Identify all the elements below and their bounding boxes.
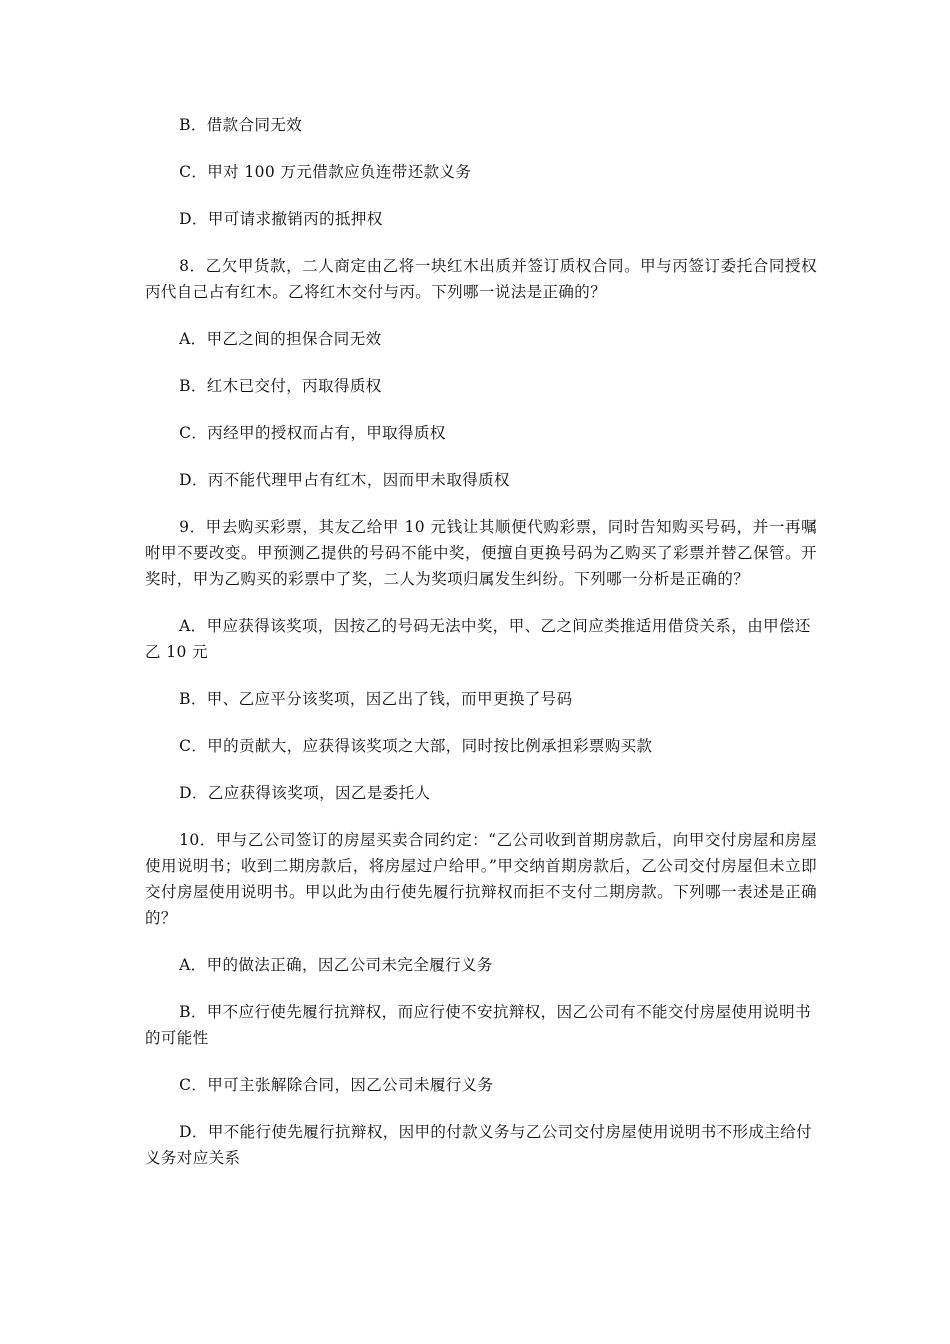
- q8-option-a: A．甲乙之间的担保合同无效: [179, 330, 382, 348]
- q8-option-d: D．丙不能代理甲占有红木，因而甲未取得质权: [179, 471, 510, 489]
- q7-option-b: B．借款合同无效: [179, 116, 303, 134]
- q10-option-d: D．甲不能行使先履行抗辩权，因甲的付款义务与乙公司交付房屋使用说明书不形成主给付义务对应关系: [145, 1123, 813, 1167]
- q8-stem: 8．乙欠甲货款，二人商定由乙将一块红木出质并签订质权合同。甲与丙签订委托合同授权丙代自己占有红木。乙将红木交付与丙。下列哪一说法是正确的？: [145, 257, 817, 301]
- q10-stem: 10．甲与乙公司签订的房屋买卖合同约定：“乙公司收到首期房款后，向甲交付房屋和房屋使用说明书；收到二期房款后，将房屋过户给甲。”甲交纳首期房款后，乙公司交付房屋但未立即交付房屋使用说明书。甲以此为由行使先履行抗辩权而拒不支付二期房款。下列哪一表述是正确的？: [145, 831, 817, 927]
- q8-option-c: C．丙经甲的授权而占有，甲取得质权: [179, 424, 446, 442]
- q9-option-a: A．甲应获得该奖项，因按乙的号码无法中奖，甲、乙之间应类推适用借贷关系，由甲偿还乙 10 元: [145, 617, 811, 661]
- document-page: [145, 112, 817, 1192]
- q9-option-b: B．甲、乙应平分该奖项，因乙出了钱，而甲更换了号码: [179, 690, 573, 708]
- q7-option-c: C．甲对 100 万元借款应负连带还款义务: [179, 163, 472, 181]
- q10-option-b: B．甲不应行使先履行抗辩权，而应行使不安抗辩权，因乙公司有不能交付房屋使用说明书的可能性: [145, 1003, 811, 1047]
- q9-option-c: C．甲的贡献大，应获得该奖项之大部，同时按比例承担彩票购买款: [179, 737, 653, 755]
- q10-option-a: A．甲的做法正确，因乙公司未完全履行义务: [179, 956, 493, 974]
- q9-stem: 9．甲去购买彩票，其友乙给甲 10 元钱让其顺便代购彩票，同时告知购买号码，并一再嘱咐甲不要改变。甲预测乙提供的号码不能中奖，便擅自更换号码为乙购买了彩票并替乙保管。开奖时，甲为乙购买的彩票中了奖，二人为奖项归属发生纠纷。下列哪一分析是正确的？: [145, 518, 817, 588]
- q10-option-c: C．甲可主张解除合同，因乙公司未履行义务: [179, 1076, 494, 1094]
- q9-option-d: D．乙应获得该奖项，因乙是委托人: [179, 784, 431, 802]
- q8-option-b: B．红木已交付，丙取得质权: [179, 377, 382, 395]
- q7-option-d: D．甲可请求撤销丙的抵押权: [179, 210, 383, 228]
